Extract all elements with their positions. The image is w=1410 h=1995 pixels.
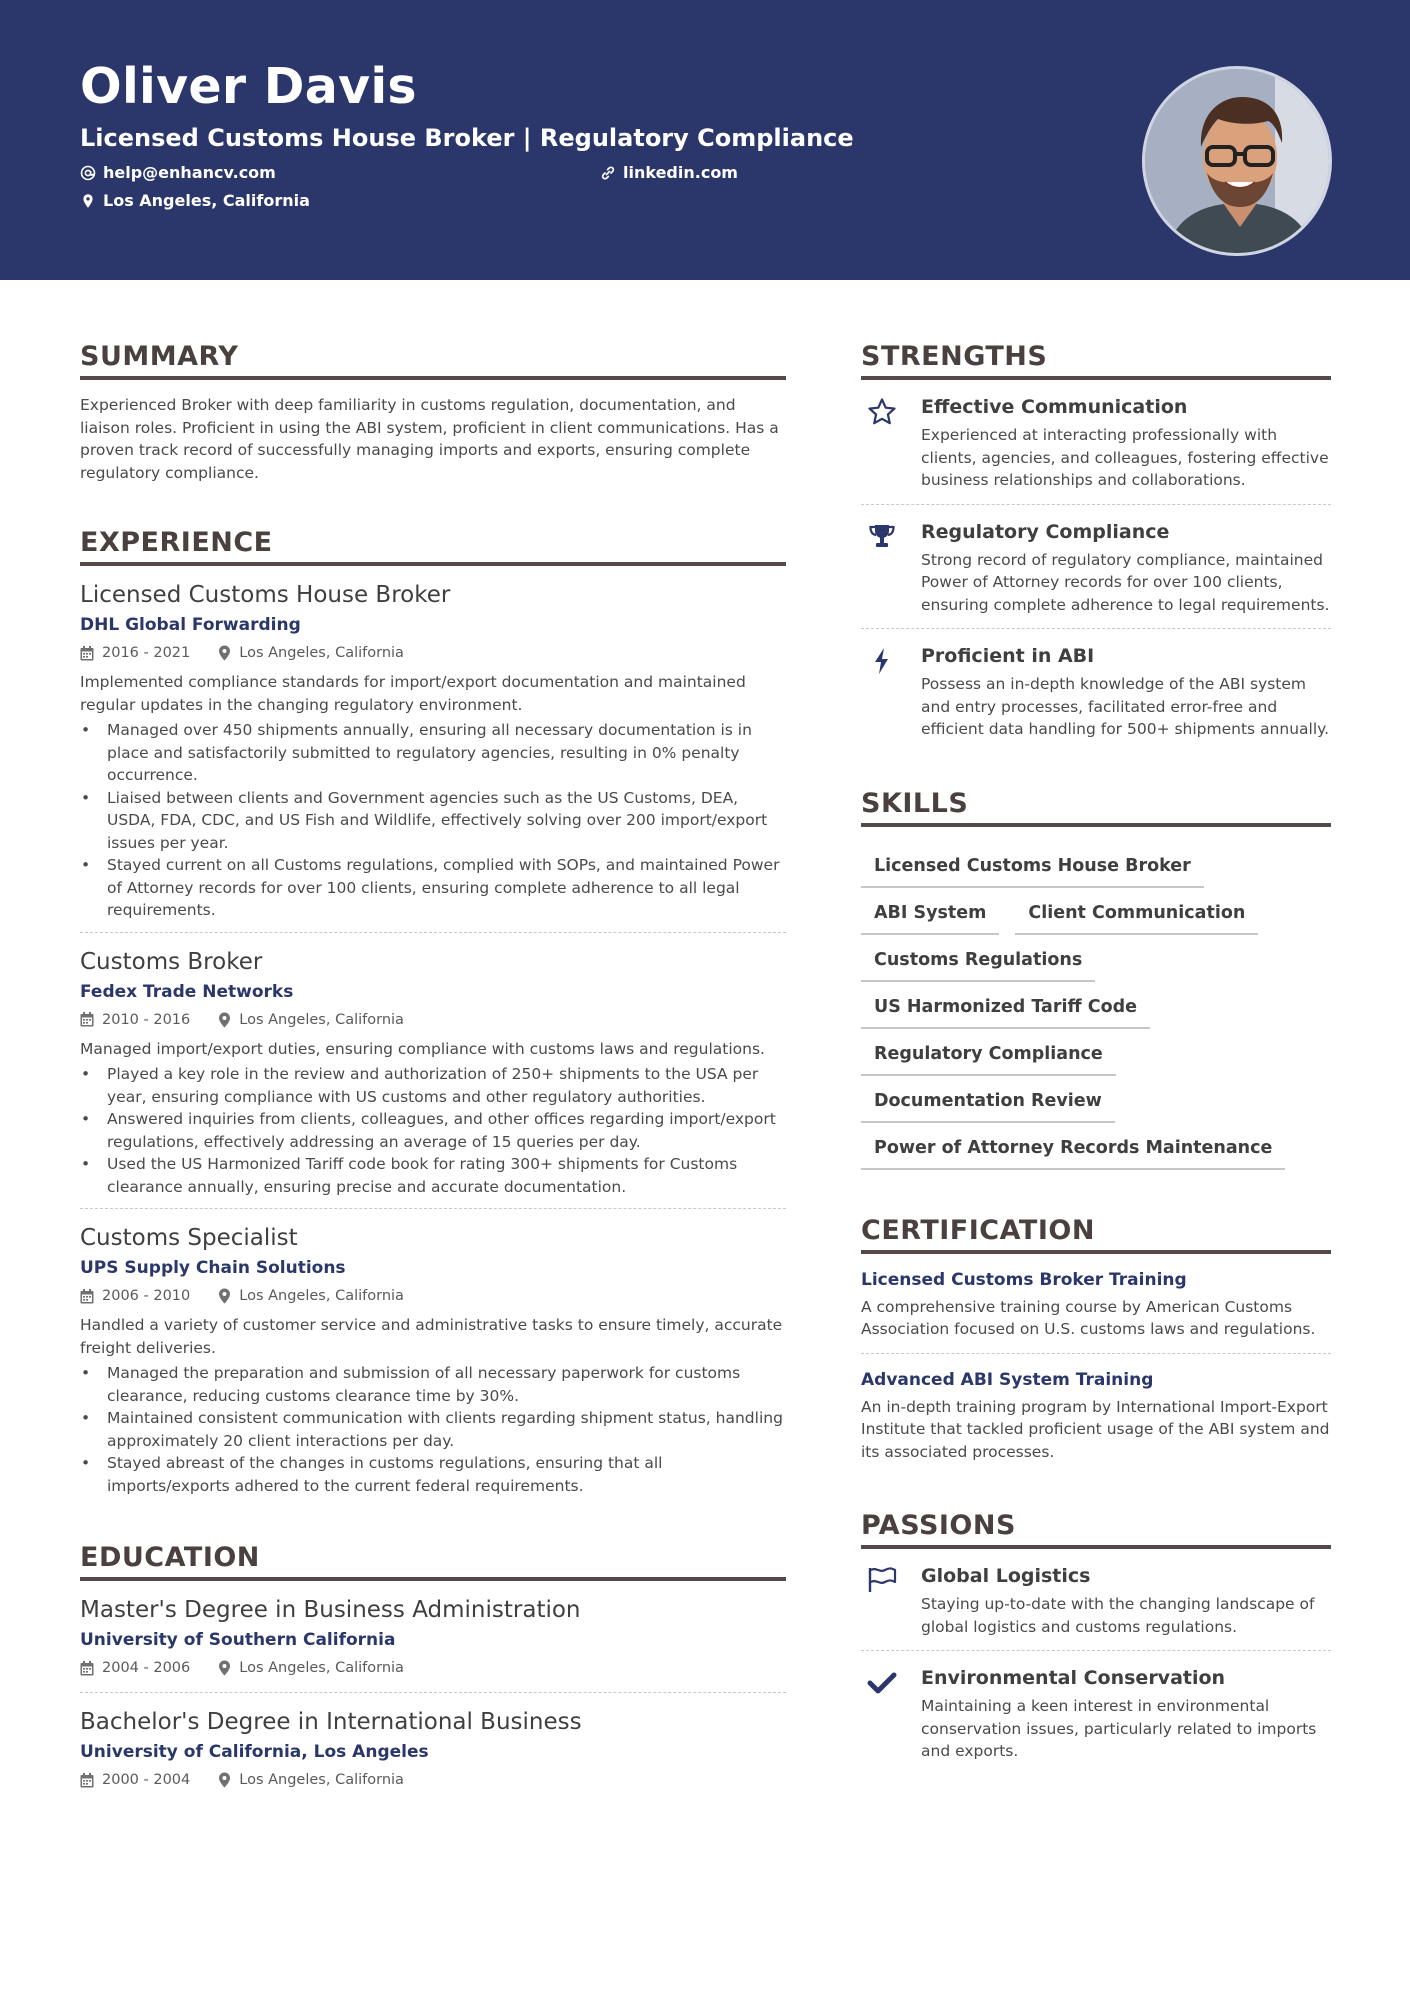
skills-list — [861, 841, 1331, 1170]
job-dates: 2010 - 2016 — [102, 1011, 191, 1028]
job-bullet: • Managed the preparation and submission of all necessary paperwork for customs clearance, reducing customs clearance time by 30%. — [80, 1362, 786, 1407]
skill-tag: Documentation Review — [861, 1076, 1115, 1123]
education-entry — [80, 1692, 786, 1804]
calendar-icon — [80, 1661, 94, 1676]
company-name: Fedex Trade Networks — [80, 981, 294, 1002]
link-icon — [600, 165, 616, 181]
strength-title: Effective Communication — [921, 396, 1188, 418]
calendar-icon — [80, 646, 94, 661]
passion-item — [861, 1563, 1331, 1650]
job-meta — [80, 1286, 786, 1306]
education-location: Los Angeles, California — [239, 1772, 404, 1788]
left-column — [80, 342, 786, 1804]
strength-text: Possess an in-depth knowledge of the ABI system and entry processes, facilitated error-free and efficient data handling for 500+ shipments annually. — [921, 675, 1330, 738]
location-pin-icon — [218, 1772, 231, 1788]
education-meta — [80, 1658, 786, 1678]
job-dates: 2006 - 2010 — [102, 1288, 191, 1304]
job-location: Los Angeles, California — [239, 1288, 404, 1304]
job-entry — [80, 580, 786, 932]
passion-title: Global Logistics — [921, 1565, 1091, 1587]
skill-tag: Power of Attorney Records Maintenance — [861, 1123, 1285, 1170]
strength-item — [861, 628, 1331, 753]
skill-tag: Regulatory Compliance — [861, 1029, 1116, 1076]
experience-title: EXPERIENCE — [80, 528, 786, 566]
education-section — [80, 1543, 786, 1804]
skill-tag: Customs Regulations — [861, 935, 1095, 982]
company-name: DHL Global Forwarding — [80, 615, 301, 635]
job-entry — [80, 1208, 786, 1507]
job-bullets — [80, 1362, 786, 1497]
job-bullet: • Managed over 450 shipments annually, ensuring all necessary documentation is in place and satisfactorily submitted to regulatory agencies, resulting in 0% penalty occurrence. — [80, 719, 786, 787]
experience-section — [80, 528, 786, 1507]
candidate-headline: Licensed Customs House Broker | Regulatory Compliance — [80, 124, 854, 152]
job-bullet: • Played a key role in the review and authorization of 250+ shipments to the USA per year, ensuring compliance with US customs and other regulatory authorities. — [80, 1063, 786, 1108]
summary-text: Experienced Broker with deep familiarity in customs regulation, documentation, and liaison roles. Proficient in using the ABI system, proficient in client communications. Has a proven track record of successfully managing imports and exports, ensuring complete regulatory compliance. — [80, 396, 779, 482]
passion-text: Staying up-to-date with the changing landscape of global logistics and customs regulations. — [921, 1595, 1315, 1636]
certification-text: An in-depth training program by International Import-Export Institute that tackled proficient usage of the ABI system and its associated processes. — [861, 1397, 1330, 1461]
education-location: Los Angeles, California — [239, 1660, 404, 1676]
certification-text: A comprehensive training course by American Customs Association focused on U.S. customs laws and regulations. — [861, 1297, 1316, 1338]
job-location: Los Angeles, California — [239, 1011, 404, 1028]
job-entry — [80, 932, 786, 1209]
linkedin-text: linkedin.com — [623, 163, 738, 182]
strength-item — [861, 504, 1331, 629]
job-bullet: • Stayed abreast of the changes in customs regulations, ensuring that all imports/exports adhered to the current federal requirements. — [80, 1452, 786, 1497]
education-dates: 2004 - 2006 — [102, 1660, 191, 1676]
calendar-icon — [80, 1289, 94, 1304]
location-pin-icon — [218, 1660, 231, 1676]
star-icon — [867, 397, 897, 427]
skill-tag: Licensed Customs House Broker — [861, 841, 1204, 888]
job-title: Customs Specialist — [80, 1225, 298, 1251]
degree-title: Master's Degree in Business Administration — [80, 1597, 581, 1623]
lightning-icon — [867, 646, 897, 676]
email-text: help@enhancv.com — [103, 163, 276, 182]
passions-title: PASSIONS — [861, 1511, 1331, 1549]
location-pin-icon — [218, 1012, 231, 1028]
passions-section — [861, 1511, 1331, 1775]
strengths-section — [861, 342, 1331, 753]
job-bullet: • Used the US Harmonized Tariff code book for rating 300+ shipments for Customs clearance annually, ensuring precise and accurate documentation. — [80, 1153, 786, 1198]
certification-name: Advanced ABI System Training — [861, 1369, 1154, 1390]
flag-icon — [867, 1566, 899, 1594]
job-bullet: • Stayed current on all Customs regulations, complied with SOPs, and maintained Power of Attorney records for over 100 clients, ensuring complete adherence to all legal requirements. — [80, 854, 786, 922]
job-bullets — [80, 1063, 786, 1198]
strengths-title: STRENGTHS — [861, 342, 1331, 380]
calendar-icon — [80, 1012, 94, 1027]
degree-title: Bachelor's Degree in International Business — [80, 1709, 582, 1735]
checkmark-icon — [867, 1668, 897, 1698]
location-pin-icon — [218, 645, 231, 661]
location-pin-icon — [80, 193, 96, 209]
at-sign-icon — [80, 165, 96, 181]
contact-linkedin[interactable] — [600, 163, 738, 182]
contact-location — [80, 191, 310, 210]
job-location: Los Angeles, California — [239, 645, 404, 661]
candidate-name: Oliver Davis — [80, 58, 417, 115]
right-column — [861, 342, 1331, 1775]
job-dates: 2016 - 2021 — [102, 645, 191, 661]
resume-header — [0, 0, 1410, 280]
education-title: EDUCATION — [80, 1543, 786, 1581]
job-description: Implemented compliance standards for import/export documentation and maintained regular updates in the changing regulatory environment. — [80, 673, 746, 714]
passion-text: Maintaining a keen interest in environmental conservation issues, particularly related to imports and exports. — [921, 1697, 1317, 1760]
certification-item — [861, 1268, 1331, 1353]
job-title: Licensed Customs House Broker — [80, 582, 451, 608]
strength-text: Strong record of regulatory compliance, maintained Power of Attorney records for over 100 clients, ensuring complete adherence to legal requirements. — [921, 550, 1330, 614]
passion-title: Environmental Conservation — [921, 1667, 1226, 1689]
education-meta — [80, 1770, 786, 1790]
location-text: Los Angeles, California — [103, 191, 310, 210]
strength-text: Experienced at interacting professionally with clients, agencies, and colleagues, fostering effective business relationships and collaborations. — [921, 426, 1329, 489]
education-entry — [80, 1595, 786, 1692]
skills-title: SKILLS — [861, 789, 1331, 827]
job-description: Managed import/export duties, ensuring compliance with customs laws and regulations. — [80, 1039, 765, 1058]
skills-section — [861, 789, 1331, 1170]
strength-item — [861, 394, 1331, 504]
certification-item — [861, 1353, 1331, 1476]
certification-section — [861, 1216, 1331, 1476]
certification-name: Licensed Customs Broker Training — [861, 1269, 1187, 1290]
education-dates: 2000 - 2004 — [102, 1772, 191, 1788]
summary-title: SUMMARY — [80, 342, 786, 380]
certification-title: CERTIFICATION — [861, 1216, 1331, 1254]
company-name: UPS Supply Chain Solutions — [80, 1258, 346, 1278]
job-bullet: • Answered inquiries from clients, colleagues, and other offices regarding import/export regulations, effectively addressing an average of 15 queries per day. — [80, 1108, 786, 1153]
strength-title: Regulatory Compliance — [921, 520, 1170, 543]
job-title: Customs Broker — [80, 948, 263, 975]
skill-tag: US Harmonized Tariff Code — [861, 982, 1150, 1029]
job-bullet: • Liaised between clients and Government agencies such as the US Customs, DEA, USDA, FDA, CDC, and US Fish and Wildlife, effectively solving over 200 import/export issues per year. — [80, 787, 786, 855]
job-bullet: • Maintained consistent communication with clients regarding shipment status, handling approximately 20 client interactions per day. — [80, 1407, 786, 1452]
job-bullets — [80, 719, 786, 922]
skill-tag: Client Communication — [1015, 888, 1258, 935]
job-meta — [80, 1010, 786, 1030]
school-name: University of California, Los Angeles — [80, 1742, 429, 1762]
job-description: Handled a variety of customer service and administrative tasks to ensure timely, accurate freight deliveries. — [80, 1316, 783, 1357]
school-name: University of Southern California — [80, 1630, 396, 1650]
profile-photo — [1142, 66, 1332, 256]
strength-title: Proficient in ABI — [921, 645, 1095, 667]
job-meta — [80, 643, 786, 663]
summary-section — [80, 342, 786, 484]
passion-item — [861, 1650, 1331, 1775]
contact-email[interactable] — [80, 163, 276, 182]
calendar-icon — [80, 1773, 94, 1788]
location-pin-icon — [218, 1288, 231, 1304]
trophy-icon — [867, 522, 897, 552]
skill-tag: ABI System — [861, 888, 999, 935]
